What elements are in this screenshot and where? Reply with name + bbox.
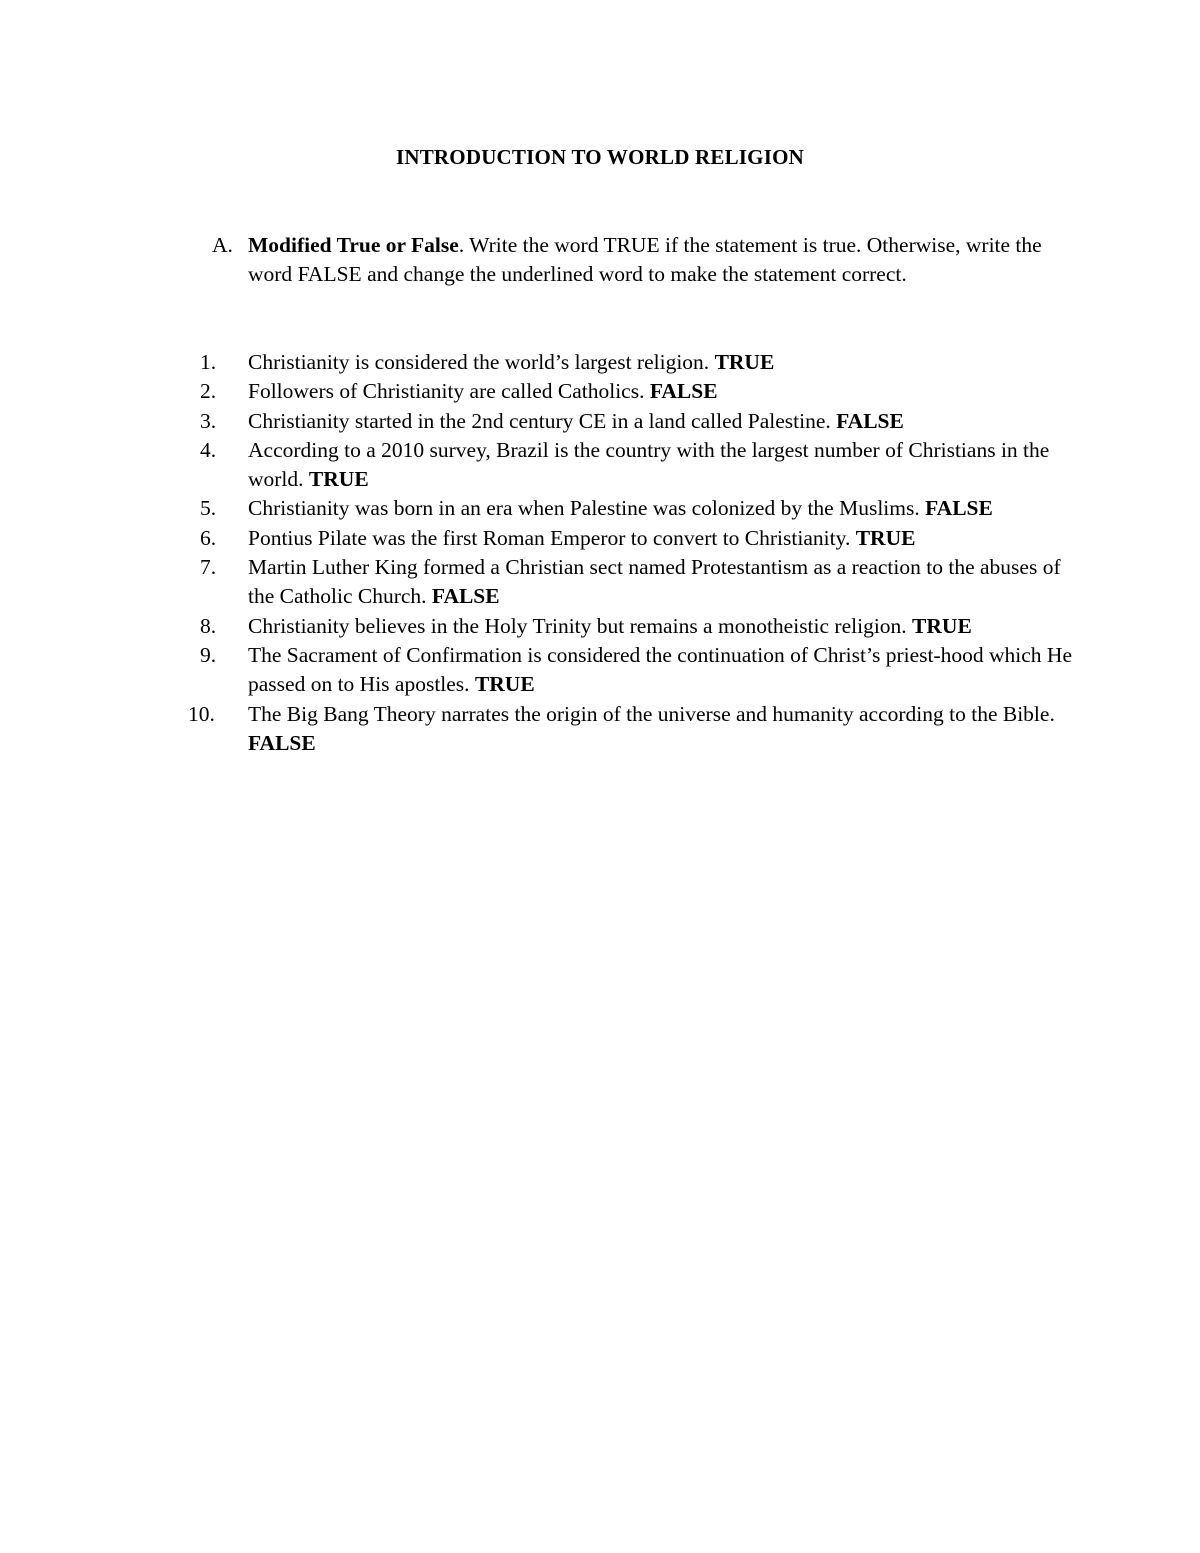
instructions-post: and change the underlined word to make the statement correct. [361, 262, 907, 287]
question-list [188, 348, 1072, 758]
item-answer: TRUE [855, 525, 916, 550]
item-number: 1. [200, 350, 217, 374]
item-number: 3. [200, 408, 217, 433]
item-statement: Martin Luther King formed a Christian sect named Protestantism as a reaction to the abuses of the Catholic Church. [248, 555, 1061, 609]
item-answer: FALSE [925, 496, 993, 521]
item-statement: The Big Bang Theory narrates the origin of the universe and humanity according to the Bible. [248, 701, 1055, 726]
section-a-instructions [212, 231, 1072, 290]
instructions-mid: if the statement is true. Otherwise, write the word [248, 233, 1042, 287]
item-answer: TRUE [308, 467, 369, 492]
item-statement: Followers of Christianity are called Catholics. [248, 379, 650, 404]
instructions-pre: . Write the word [458, 233, 604, 257]
item-answer: TRUE [474, 672, 535, 697]
list-item [200, 612, 1072, 641]
item-statement: Christianity believes in the Holy Trinity but remains a monotheistic religion. [248, 613, 913, 638]
item-number: 5. [200, 496, 217, 521]
instructions-heading: Modified True or False [248, 233, 459, 257]
item-number: 9. [200, 642, 217, 667]
item-statement: According to a 2010 survey, Brazil is the country with the largest number of Christians in the world. [248, 437, 1050, 492]
item-number: 6. [200, 525, 217, 550]
item-number: 8. [200, 613, 217, 638]
item-answer: FALSE [248, 730, 316, 755]
item-answer: TRUE [714, 350, 775, 374]
list-item [200, 524, 1072, 553]
item-statement: Christianity is considered the world’s largest religion. [248, 350, 715, 374]
item-answer: FALSE [649, 379, 718, 404]
list-item [200, 377, 1072, 406]
item-statement: Christianity started in the 2nd century CE in a land called Palestine. [248, 408, 837, 433]
item-answer: FALSE [836, 408, 904, 433]
list-item [200, 553, 1072, 612]
item-number: 10. [188, 701, 215, 726]
item-answer: TRUE [912, 613, 972, 638]
instructions-false-word: FALSE [297, 262, 362, 287]
instructions-text [248, 231, 1072, 290]
section-marker: A. [212, 233, 233, 257]
item-number: 2. [200, 379, 217, 404]
list-item [200, 641, 1072, 700]
list-item [200, 407, 1072, 436]
item-answer: FALSE [431, 584, 500, 609]
item-statement: Christianity was born in an era when Palestine was colonized by the Muslims. [248, 496, 926, 521]
list-item [200, 436, 1072, 495]
document-title: INTRODUCTION TO WORLD RELIGION [395, 145, 804, 169]
instructions-true-word: TRUE [603, 233, 660, 257]
item-statement: The Sacrament of Confirmation is considered the continuation of Christ’s priest-hood which He passed on to His apostles. [248, 642, 1072, 697]
item-statement: Pontius Pilate was the first Roman Emperor to convert to Christianity. [248, 525, 856, 550]
list-item [200, 348, 1072, 377]
list-item [188, 700, 1072, 759]
item-number: 7. [200, 555, 217, 580]
item-number: 4. [200, 437, 217, 462]
list-item [200, 494, 1072, 523]
